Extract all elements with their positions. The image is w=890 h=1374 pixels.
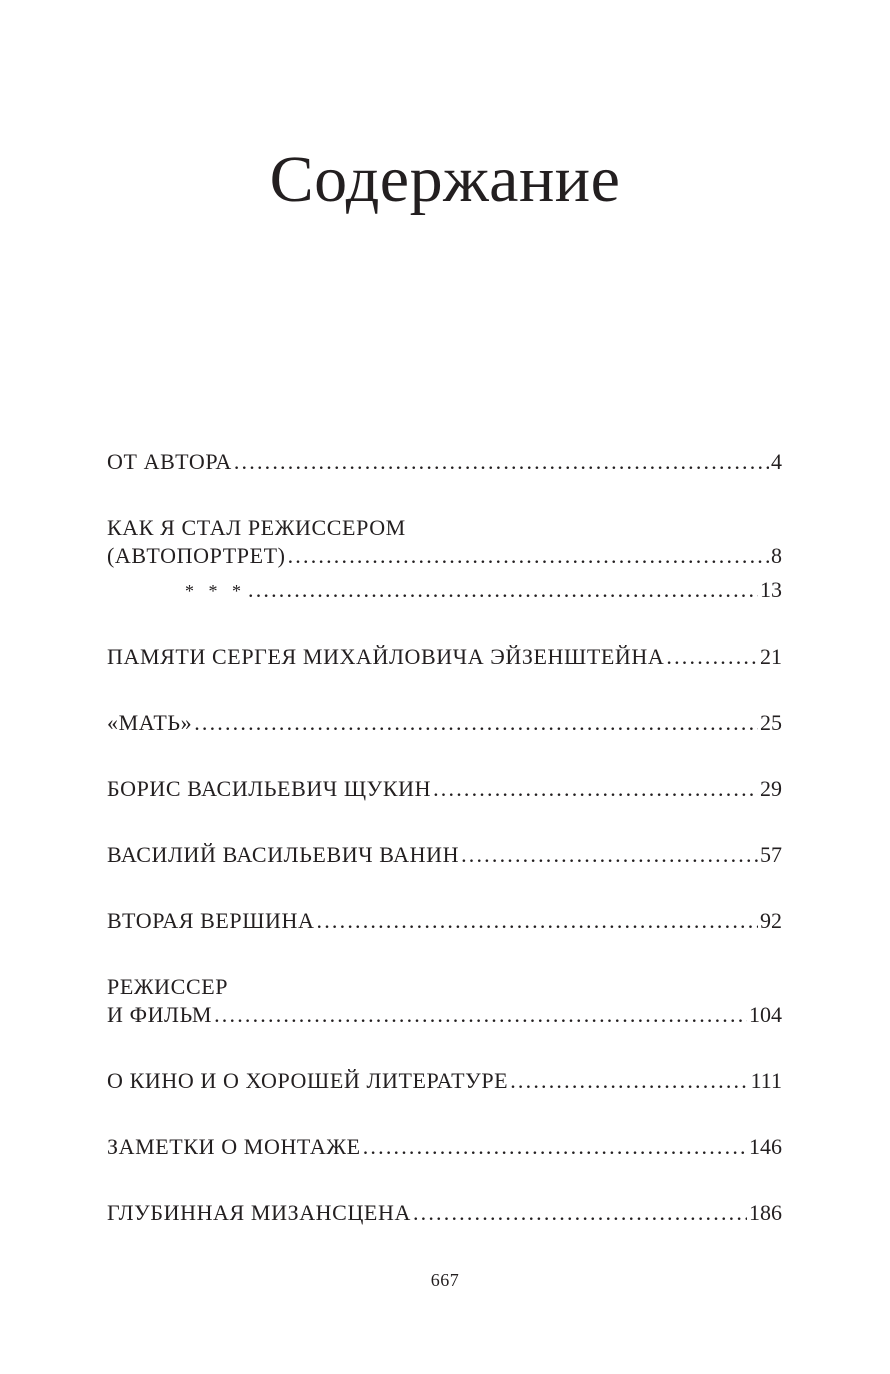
- toc-entry-line: [107, 775, 782, 803]
- toc-entry: [107, 1199, 782, 1227]
- toc-page-number: 186: [749, 1200, 782, 1225]
- toc-page-number: 104: [749, 1002, 782, 1027]
- toc-entry-line: [107, 643, 782, 671]
- page-number: 667: [430, 1270, 460, 1290]
- toc-entry: [107, 1133, 782, 1161]
- toc-entry: [107, 907, 782, 935]
- toc-entry-line: [107, 542, 782, 570]
- toc-entry-title: ГЛУБИННАЯ МИЗАНСЦЕНА: [107, 1200, 411, 1225]
- dot-leader: [234, 448, 769, 476]
- toc-page-number: 25: [760, 710, 782, 735]
- dot-leader: [510, 1067, 748, 1095]
- toc-entry: [107, 973, 782, 1029]
- toc-entry: [107, 709, 782, 737]
- dot-leader: [433, 775, 758, 803]
- toc-entry-title-line: КАК Я СТАЛ РЕЖИССЕРОМ: [107, 515, 406, 540]
- toc-entry-title: И ФИЛЬМ: [107, 1002, 213, 1027]
- table-of-contents: [107, 448, 782, 1227]
- toc-page-number: 111: [750, 1068, 782, 1093]
- dot-leader: [194, 709, 758, 737]
- dot-leader: [666, 643, 758, 671]
- dot-leader: [248, 576, 758, 604]
- toc-entry-line: [107, 1067, 782, 1095]
- toc-entry-title: * * *: [185, 581, 246, 601]
- toc-entry-title: ВАСИЛИЙ ВАСИЛЬЕВИЧ ВАНИН: [107, 842, 460, 867]
- toc-page-number: 4: [771, 449, 782, 474]
- toc-page-number: 21: [760, 644, 782, 669]
- toc-entry-title-line: РЕЖИССЕР: [107, 974, 229, 999]
- toc-entry-line: [107, 1133, 782, 1161]
- toc-entry: [107, 514, 782, 570]
- toc-entry-line: [107, 709, 782, 737]
- dot-leader: [288, 542, 769, 570]
- dot-leader: [363, 1133, 747, 1161]
- toc-entry-line: [107, 576, 782, 605]
- toc-page-number: 13: [760, 577, 782, 602]
- toc-page-number: 92: [760, 908, 782, 933]
- toc-entry-title: (АВТОПОРТРЕТ): [107, 543, 286, 568]
- toc-entry-title: «МАТЬ»: [107, 710, 193, 735]
- dot-leader: [214, 1001, 747, 1029]
- toc-page-number: 146: [749, 1134, 782, 1159]
- toc-entry-title: ВТОРАЯ ВЕРШИНА: [107, 908, 315, 933]
- page-title: Содержание: [269, 143, 621, 216]
- toc-subentry: [107, 576, 782, 605]
- toc-entry-line: [107, 448, 782, 476]
- toc-entry-title: О КИНО И О ХОРОШЕЙ ЛИТЕРАТУРЕ: [107, 1068, 509, 1093]
- toc-entry: [107, 841, 782, 869]
- dot-leader: [413, 1199, 747, 1227]
- toc-entry-line: [107, 841, 782, 869]
- toc-entry-line: [107, 1199, 782, 1227]
- toc-entry-title: ОТ АВТОРА: [107, 449, 232, 474]
- toc-page-number: 57: [760, 842, 782, 867]
- dot-leader: [317, 907, 758, 935]
- toc-entry-title: БОРИС ВАСИЛЬЕВИЧ ЩУКИН: [107, 776, 432, 801]
- dot-leader: [461, 841, 758, 869]
- toc-entry: [107, 448, 782, 476]
- toc-entry-line: [107, 907, 782, 935]
- toc-entry-title: ЗАМЕТКИ О МОНТАЖЕ: [107, 1134, 361, 1159]
- toc-entry: [107, 775, 782, 803]
- toc-entry-line: [107, 1001, 782, 1029]
- toc-entry: [107, 643, 782, 671]
- toc-page-number: 29: [760, 776, 782, 801]
- toc-page-number: 8: [771, 543, 782, 568]
- toc-entry: [107, 1067, 782, 1095]
- toc-entry-title: ПАМЯТИ СЕРГЕЯ МИХАЙЛОВИЧА ЭЙЗЕНШТЕЙНА: [107, 644, 665, 669]
